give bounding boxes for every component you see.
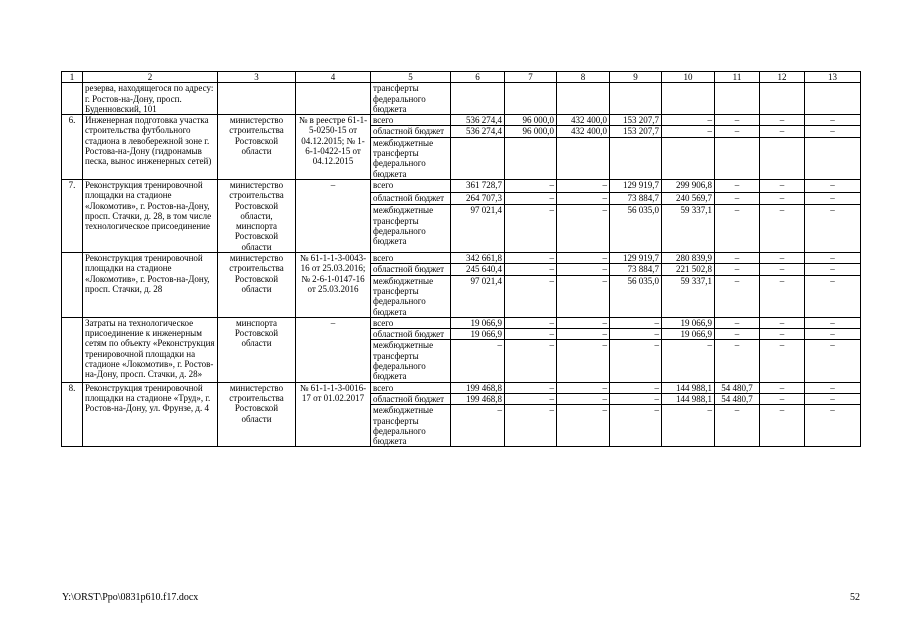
item-name: Затраты на технологическое присоединение к инженерным сетям по объекту «Реконструкция тренировочной площадки на стадионе «Локомотив», г. Ростов-на-Дону, просп. Стачки, д. 28» (83, 317, 218, 382)
value-cell: – (805, 340, 861, 382)
file-path: Y:\ORST\Ppo\0831p610.f17.docx (62, 592, 199, 603)
value-cell: 96 000,0 (505, 126, 557, 137)
item-executor: министерство строительства Ростовской области, минспорта Ростовской области (218, 179, 296, 252)
value-cell: – (557, 275, 610, 317)
value-cell: – (610, 405, 662, 447)
value-cell: 245 640,4 (451, 264, 505, 275)
value-cell: 59 337,1 (662, 275, 715, 317)
value-cell: – (760, 115, 805, 126)
value-cell: – (505, 205, 557, 253)
value-cell (662, 83, 715, 115)
value-cell: – (715, 192, 760, 205)
value-cell: – (505, 253, 557, 264)
value-cell: – (610, 340, 662, 382)
header-cell: 9 (610, 72, 662, 83)
value-cell: – (760, 179, 805, 192)
value-cell: – (610, 393, 662, 404)
value-cell: – (805, 382, 861, 393)
value-cell: – (715, 126, 760, 137)
item-executor: министерство строительства Ростовской области (218, 253, 296, 318)
value-cell: – (715, 329, 760, 340)
budget-table (61, 71, 861, 447)
value-cell: – (805, 253, 861, 264)
header-cell: 3 (218, 72, 296, 83)
header-cell: 12 (760, 72, 805, 83)
value-cell: – (505, 179, 557, 192)
value-cell: 432 400,0 (557, 115, 610, 126)
value-cell: 240 569,7 (662, 192, 715, 205)
value-cell: 97 021,4 (451, 275, 505, 317)
value-cell: 129 919,7 (610, 179, 662, 192)
item-executor: министерство строительства Ростовской области (218, 382, 296, 447)
value-cell: 19 066,9 (662, 317, 715, 328)
value-cell: – (805, 192, 861, 205)
value-cell: – (805, 317, 861, 328)
value-cell: – (557, 253, 610, 264)
item-document: – (296, 179, 371, 252)
value-cell: 54 480,7 (715, 393, 760, 404)
value-cell: – (505, 393, 557, 404)
funding-source: всего (371, 115, 451, 126)
value-cell (760, 83, 805, 115)
value-cell: – (662, 115, 715, 126)
value-cell: – (760, 126, 805, 137)
item-executor: министерство строительства Ростовской области (218, 115, 296, 180)
header-cell: 11 (715, 72, 760, 83)
item-number: 8. (62, 382, 83, 447)
value-cell: 19 066,9 (451, 317, 505, 328)
value-cell: – (610, 317, 662, 328)
value-cell (662, 137, 715, 179)
header-cell: 6 (451, 72, 505, 83)
value-cell: – (760, 192, 805, 205)
header-cell: 2 (83, 72, 218, 83)
item-name: Инженерная подготовка участка строительства футбольного стадиона в левобережной зоне г. Ростова-на-Дону (гидронамыв песка, вынос инженерных сетей) (83, 115, 218, 180)
item-document: № 61-1-1-3-0043-16 от 25.03.2016; № 2-6-1-0147-16 от 25.03.2016 (296, 253, 371, 318)
value-cell: 54 480,7 (715, 382, 760, 393)
header-cell: 13 (805, 72, 861, 83)
value-cell: – (715, 264, 760, 275)
value-cell (715, 137, 760, 179)
value-cell: 144 988,1 (662, 382, 715, 393)
item-document: № в реестре 61-1-5-0250-15 от 04.12.2015; № 1-6-1-0422-15 от 04.12.2015 (296, 115, 371, 180)
value-cell: 264 707,3 (451, 192, 505, 205)
header-cell: 10 (662, 72, 715, 83)
value-cell (557, 137, 610, 179)
value-cell: – (451, 405, 505, 447)
value-cell: – (760, 205, 805, 253)
funding-source: всего (371, 179, 451, 192)
value-cell (505, 137, 557, 179)
value-cell: 153 207,7 (610, 115, 662, 126)
value-cell: – (451, 340, 505, 382)
funding-source: областной бюджет (371, 264, 451, 275)
funding-source: всего (371, 317, 451, 328)
item-name: Реконструкция тренировочной площадки на стадионе «Локомотив», г. Ростов-на-Дону, просп. Стачки, д. 28 (83, 253, 218, 318)
value-cell: – (662, 126, 715, 137)
funding-source: всего (371, 253, 451, 264)
value-cell: 342 661,8 (451, 253, 505, 264)
funding-source: областной бюджет (371, 393, 451, 404)
funding-source: межбюджетные трансферты федерального бюджета (371, 405, 451, 447)
value-cell: – (505, 382, 557, 393)
value-cell (715, 83, 760, 115)
item-name: Реконструкция тренировочной площадки на стадионе «Труд», г. Ростов-на-Дону, ул. Фрунзе, д. 4 (83, 382, 218, 447)
value-cell: – (805, 275, 861, 317)
table-row (62, 83, 861, 115)
value-cell: 153 207,7 (610, 126, 662, 137)
value-cell: 221 502,8 (662, 264, 715, 275)
header-row (62, 72, 861, 83)
value-cell: – (805, 179, 861, 192)
value-cell: 280 839,9 (662, 253, 715, 264)
item-executor (218, 83, 296, 115)
value-cell: – (805, 264, 861, 275)
value-cell: – (505, 329, 557, 340)
value-cell: 299 906,8 (662, 179, 715, 192)
value-cell: – (662, 405, 715, 447)
item-executor: минспорта Ростовской области (218, 317, 296, 382)
value-cell: – (805, 405, 861, 447)
funding-source: межбюджетные трансферты федерального бюджета (371, 205, 451, 253)
value-cell: – (610, 329, 662, 340)
value-cell (805, 137, 861, 179)
value-cell: 19 066,9 (662, 329, 715, 340)
value-cell: – (715, 275, 760, 317)
item-document (296, 83, 371, 115)
value-cell: – (505, 317, 557, 328)
value-cell: – (715, 317, 760, 328)
funding-source: всего (371, 382, 451, 393)
header-cell: 4 (296, 72, 371, 83)
value-cell: – (505, 264, 557, 275)
funding-source: межбюджетные трансферты федерального бюджета (371, 275, 451, 317)
value-cell: – (715, 179, 760, 192)
value-cell: 199 468,8 (451, 382, 505, 393)
value-cell: – (760, 317, 805, 328)
item-document: № 61-1-1-3-0016-17 от 01.02.2017 (296, 382, 371, 447)
funding-source: областной бюджет (371, 126, 451, 137)
value-cell: – (557, 317, 610, 328)
value-cell: – (805, 205, 861, 253)
value-cell: – (760, 253, 805, 264)
value-cell: – (505, 275, 557, 317)
header-cell: 8 (557, 72, 610, 83)
value-cell: 56 035,0 (610, 205, 662, 253)
value-cell: – (715, 340, 760, 382)
value-cell: – (662, 340, 715, 382)
funding-source: областной бюджет (371, 329, 451, 340)
value-cell: – (557, 393, 610, 404)
item-number (62, 253, 83, 318)
value-cell: – (557, 264, 610, 275)
value-cell: 73 884,7 (610, 264, 662, 275)
value-cell: – (557, 340, 610, 382)
value-cell: – (760, 382, 805, 393)
value-cell (805, 83, 861, 115)
value-cell: – (610, 382, 662, 393)
value-cell (610, 83, 662, 115)
value-cell: 536 274,4 (451, 126, 505, 137)
table-row (62, 253, 861, 264)
table-row (62, 382, 861, 393)
value-cell: – (557, 205, 610, 253)
item-document: – (296, 317, 371, 382)
value-cell: – (557, 329, 610, 340)
value-cell: 199 468,8 (451, 393, 505, 404)
value-cell: – (505, 405, 557, 447)
value-cell: – (760, 393, 805, 404)
value-cell: 19 066,9 (451, 329, 505, 340)
item-number (62, 317, 83, 382)
value-cell: – (760, 275, 805, 317)
value-cell: – (557, 179, 610, 192)
table-row (62, 115, 861, 126)
value-cell: – (805, 329, 861, 340)
value-cell (451, 137, 505, 179)
table-row (62, 179, 861, 192)
value-cell: 73 884,7 (610, 192, 662, 205)
value-cell: – (760, 264, 805, 275)
value-cell (505, 83, 557, 115)
value-cell: – (760, 405, 805, 447)
page-number: 52 (850, 592, 860, 603)
value-cell: – (557, 405, 610, 447)
funding-source: межбюджетные трансферты федерального бюджета (371, 137, 451, 179)
value-cell (557, 83, 610, 115)
value-cell: – (505, 340, 557, 382)
value-cell: 536 274,4 (451, 115, 505, 126)
item-number: 7. (62, 179, 83, 252)
value-cell (760, 137, 805, 179)
value-cell: – (805, 393, 861, 404)
item-number: 6. (62, 115, 83, 180)
value-cell: 129 919,7 (610, 253, 662, 264)
value-cell: – (760, 329, 805, 340)
funding-source: областной бюджет (371, 192, 451, 205)
header-cell: 1 (62, 72, 83, 83)
value-cell: – (557, 192, 610, 205)
value-cell: – (715, 405, 760, 447)
header-cell: 5 (371, 72, 451, 83)
funding-source: трансферты федерального бюджета (371, 83, 451, 115)
value-cell: 144 988,1 (662, 393, 715, 404)
value-cell: – (805, 115, 861, 126)
funding-source: межбюджетные трансферты федерального бюджета (371, 340, 451, 382)
item-name: резерва, находящегося по адресу: г. Ростов-на-Дону, просп. Буденновский, 101 (83, 83, 218, 115)
value-cell: – (505, 192, 557, 205)
value-cell: – (715, 205, 760, 253)
item-name: Реконструкция тренировочной площадки на стадионе «Локомотив», г. Ростов-на-Дону, просп. Стачки, д. 28, в том числе технологическое присоединение (83, 179, 218, 252)
value-cell: – (715, 253, 760, 264)
value-cell: 97 021,4 (451, 205, 505, 253)
value-cell (451, 83, 505, 115)
value-cell: – (760, 340, 805, 382)
value-cell: – (805, 126, 861, 137)
table-row (62, 317, 861, 328)
value-cell: – (715, 115, 760, 126)
value-cell: 56 035,0 (610, 275, 662, 317)
header-cell: 7 (505, 72, 557, 83)
value-cell: 59 337,1 (662, 205, 715, 253)
value-cell: – (557, 382, 610, 393)
value-cell (610, 137, 662, 179)
item-number (62, 83, 83, 115)
value-cell: 432 400,0 (557, 126, 610, 137)
value-cell: 96 000,0 (505, 115, 557, 126)
value-cell: 361 728,7 (451, 179, 505, 192)
